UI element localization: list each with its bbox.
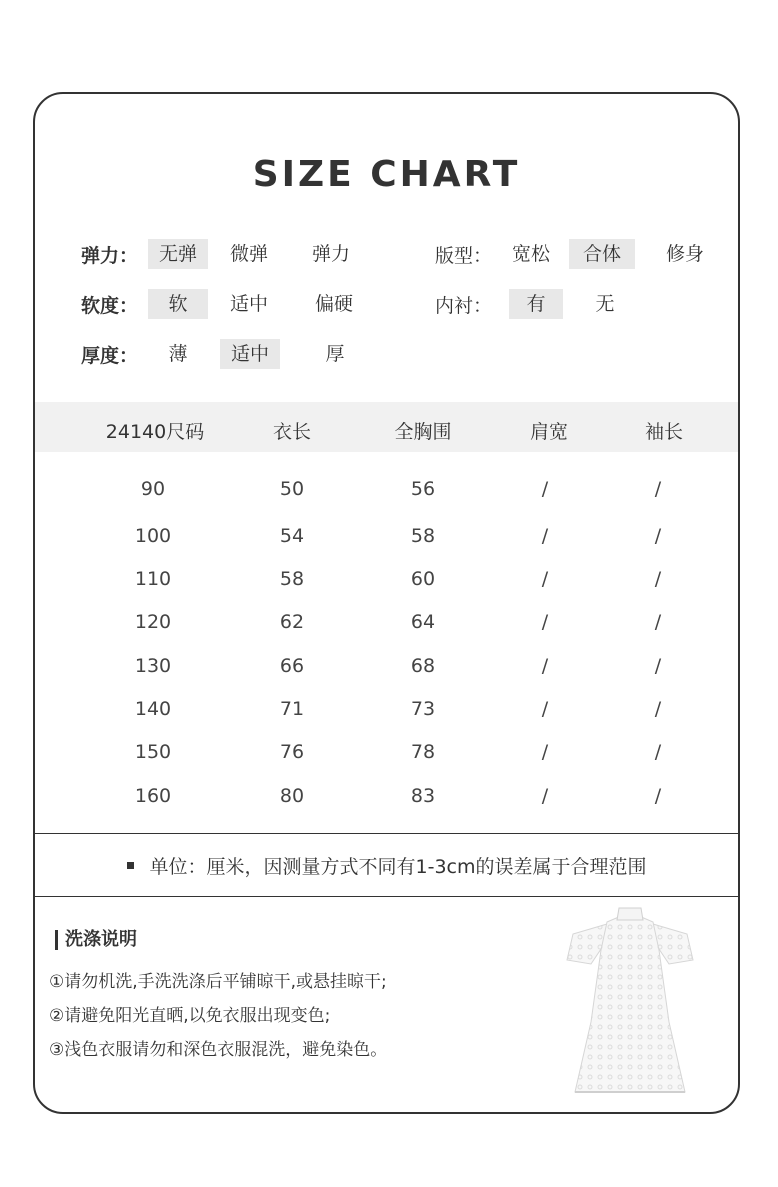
care-title: 洗涤说明 [55,930,137,950]
cell-size: 160 [134,785,172,807]
lining-option-yes: 有 [509,289,563,319]
cell-size: 120 [134,611,172,633]
elasticity-label: 弹力： [81,245,139,267]
cell-length: 80 [279,785,305,807]
cell-chest: 60 [410,568,436,590]
softness-label: 软度： [81,295,139,317]
elasticity-option-none: 无弹 [148,239,208,269]
care-item: ①请勿机洗,手洗洗涤后平铺晾干,或悬挂晾干; [49,972,387,992]
header-length: 衣长 [272,421,311,443]
cell-size: 130 [134,655,172,677]
cell-shoulder: / [541,568,549,590]
fit-label: 版型： [435,245,493,267]
elasticity-option-slight: 微弹 [229,243,268,265]
cell-chest: 56 [410,478,436,500]
cell-shoulder: / [541,478,549,500]
divider-bottom [35,896,738,897]
cell-shoulder: / [541,698,549,720]
care-item: ②请避免阳光直晒,以免衣服出现变色; [49,1006,331,1026]
softness-option-medium: 适中 [229,293,268,315]
cell-sleeve: / [654,655,662,677]
header-shoulder: 肩宽 [529,421,568,443]
cell-chest: 73 [410,698,436,720]
cell-chest: 58 [410,525,436,547]
thickness-label: 厚度： [81,345,139,367]
size-chart-card [33,92,740,1114]
elasticity-option-elastic: 弹力 [311,243,350,265]
header-chest: 全胸围 [394,421,452,443]
care-item: ③浅色衣服请勿和深色衣服混洗，避免染色。 [49,1040,388,1060]
softness-option-hard: 偏硬 [314,293,353,315]
cell-sleeve: / [654,698,662,720]
cell-sleeve: / [654,478,662,500]
unit-note [35,852,738,879]
cell-shoulder: / [541,785,549,807]
cell-sleeve: / [654,741,662,763]
cell-length: 76 [279,741,305,763]
cell-shoulder: / [541,741,549,763]
fit-option-slim: 修身 [665,243,704,265]
cell-length: 71 [279,698,305,720]
cell-shoulder: / [541,525,549,547]
thickness-option-thick: 厚 [325,343,345,365]
fit-option-regular: 合体 [569,239,635,269]
cell-sleeve: / [654,568,662,590]
cell-size: 90 [140,478,166,500]
bullet-icon [127,862,134,869]
header-sleeve: 袖长 [644,421,683,443]
cell-chest: 64 [410,611,436,633]
header-size: 24140尺码 [105,421,205,443]
thickness-option-medium: 适中 [220,339,280,369]
cell-length: 66 [279,655,305,677]
cell-sleeve: / [654,785,662,807]
cell-chest: 78 [410,741,436,763]
cell-sleeve: / [654,611,662,633]
cell-length: 54 [279,525,305,547]
cell-length: 58 [279,568,305,590]
cell-length: 50 [279,478,305,500]
cell-length: 62 [279,611,305,633]
softness-option-soft: 软 [148,289,208,319]
divider-top [35,833,738,834]
cell-size: 110 [134,568,172,590]
fit-option-loose: 宽松 [511,243,550,265]
cell-sleeve: / [654,525,662,547]
cell-shoulder: / [541,611,549,633]
page-title: SIZE CHART [252,154,521,195]
cell-chest: 83 [410,785,436,807]
cell-size: 140 [134,698,172,720]
cell-size: 100 [134,525,172,547]
cell-size: 150 [134,741,172,763]
lining-option-no: 无 [595,293,615,315]
lining-label: 内衬： [435,295,493,317]
unit-note-text: 单位：厘米，因测量方式不同有1-3cm的误差属于合理范围 [149,856,647,878]
cell-shoulder: / [541,655,549,677]
thickness-option-thin: 薄 [168,343,188,365]
dress-image [545,902,715,1102]
cell-chest: 68 [410,655,436,677]
